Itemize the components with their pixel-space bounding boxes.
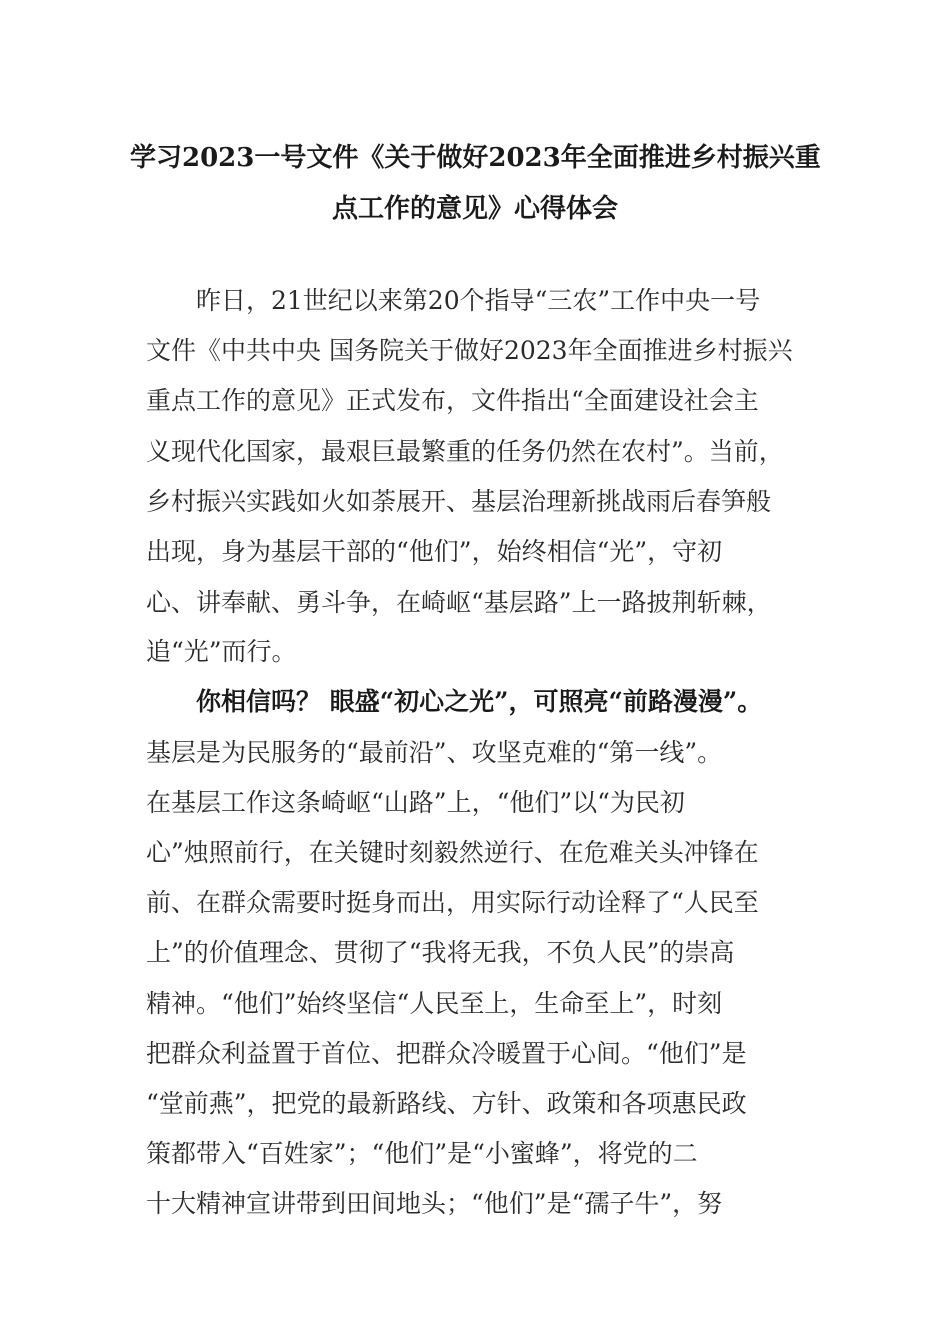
paragraph-line: 在基层工作这条崎岖“山路”上，“他们”以“为民初: [146, 788, 685, 817]
paragraph-line: 心、讲奉献、勇斗争，在崎岖“基层路”上一路披荆斩棘，: [146, 588, 772, 617]
paragraph-line: 基层是为民服务的“最前沿”、攻坚克难的“第一线”。: [146, 738, 723, 767]
paragraph-line: 十大精神宣讲带到田间地头；“他们”是“孺子牛”，努: [146, 1189, 723, 1218]
document-title-line-1: 学习2023一号文件《关于做好2023年全面推进乡村振兴重: [130, 143, 821, 173]
paragraph-line: 追“光”而行。: [146, 637, 297, 666]
document-title-line-2: 点工作的意见》心得体会: [331, 194, 618, 224]
paragraph-line: 出现，身为基层干部的“他们”，始终相信“光”，守初: [146, 537, 723, 566]
paragraph-line: 重点工作的意见》正式发布，文件指出“全面建设社会主: [146, 386, 759, 415]
paragraph-line: 文件《中共中央 国务院关于做好2023年全面推进乡村振兴: [146, 336, 793, 365]
paragraph-line: 义现代化国家，最艰巨最繁重的任务仍然在农村”。当前，: [146, 437, 784, 466]
paragraph-line: 策都带入“百姓家”；“他们”是“小蜜蜂”，将党的二: [146, 1139, 698, 1168]
paragraph-line: 心”烛照前行，在关键时刻毅然逆行、在危难关头冲锋在: [146, 838, 759, 867]
paragraph-line: 把群众利益置于首位、把群众冷暖置于心间。“他们”是: [146, 1039, 747, 1068]
section-heading: 你相信吗？ 眼盛“初心之光”，可照亮“前路漫漫”。: [196, 687, 763, 716]
paragraph-line: 乡村振兴实践如火如荼展开、基层治理新挑战雨后春笋般: [146, 487, 772, 516]
paragraph-line: 昨日，21世纪以来第20个指导“三农”工作中央一号: [196, 286, 761, 315]
paragraph-line: “堂前燕”，把党的最新路线、方针、政策和各项惠民政: [146, 1089, 747, 1118]
paragraph-line: 精神。“他们”始终坚信“人民至上，生命至上”，时刻: [146, 989, 723, 1018]
paragraph-line: 前、在群众需要时挺身而出，用实际行动诠释了“人民至: [146, 888, 759, 917]
paragraph-line: 上”的价值理念、贯彻了“我将无我，不负人民”的崇高: [146, 938, 735, 967]
